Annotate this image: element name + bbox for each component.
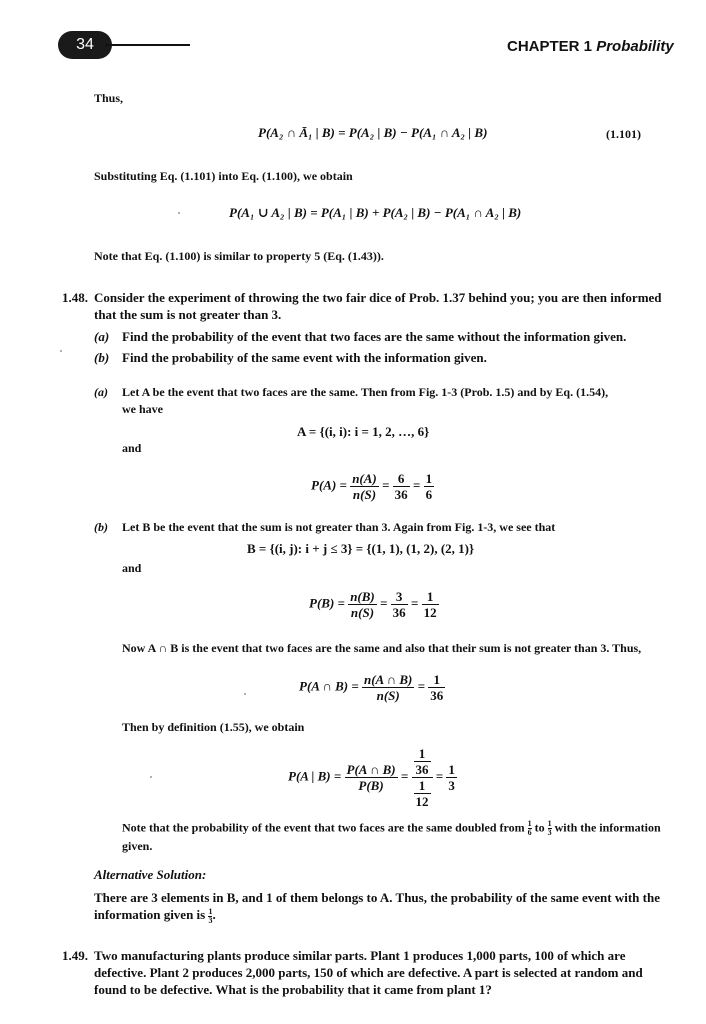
conditional-probability-equation (288, 746, 457, 809)
pb-equals-1: = (380, 595, 388, 611)
cond-bottom-denominator: 12 (415, 794, 429, 809)
cond-result-numerator: 1 (448, 762, 455, 777)
chapter-label: CHAPTER 1 (507, 38, 593, 55)
cond-result-denominator: 3 (448, 778, 455, 793)
cond-compound-fraction (412, 746, 433, 809)
cond-top-denominator: 36 (415, 762, 429, 777)
cond-top-numerator: 1 (414, 746, 431, 762)
solution-b-line1: Let B be the event that the sum is not greater than 3. Again from Fig. 1-3, we see that (122, 520, 556, 534)
solution-a-line2: we have (122, 402, 163, 416)
note-text: Note that Eq. (1.100) is similar to property 5 (Eq. (1.43)). (94, 249, 384, 263)
cond-compound-top (412, 746, 433, 778)
pb-denominator: n(S) (350, 605, 375, 620)
alternative-f-numerator: 1 (208, 906, 213, 916)
problem-149-number: 1.49. (62, 948, 88, 963)
pb-v1-denominator: 36 (392, 605, 406, 620)
cond-result-fraction (446, 762, 457, 793)
problem-148-line2: that the sum is not greater than 3. (94, 307, 282, 322)
page-number-badge (58, 31, 112, 59)
set-b-definition: B = {(i, j): i + j ≤ 3} = {(1, 1), (1, 2), (2, 1)} (247, 541, 475, 556)
pa-numerator: n(A) (352, 471, 377, 486)
pa-lhs: P(A) = (311, 477, 347, 493)
problem-148-part-b-label: (b) (94, 350, 110, 365)
pa-denominator: n(S) (352, 487, 377, 502)
intersection-text: Now A ∩ B is the event that two faces are the same and also that their sum is not greater than 3. Thus, (122, 641, 642, 655)
cond-fraction (345, 762, 398, 793)
solution-a-and: and (122, 441, 142, 455)
solution-b-and: and (122, 561, 142, 575)
note-to: to (534, 820, 545, 835)
alternative-heading: Alternative Solution: (94, 867, 207, 882)
pa-v2-numerator: 1 (425, 471, 433, 486)
alternative-f-denominator: 3 (208, 915, 213, 925)
problem-148-number: 1.48. (62, 290, 88, 305)
cond-numerator: P(A ∩ B) (346, 762, 396, 777)
pab-numerator: n(A ∩ B) (363, 672, 413, 687)
problem-149-line1: Two manufacturing plants produce similar parts. Plant 1 produces 1,000 parts, 100 of which are (94, 948, 626, 963)
pab-fraction (362, 672, 414, 703)
note-post: with the information (554, 820, 661, 835)
thus-text: Thus, (94, 91, 124, 105)
pab-v-numerator: 1 (428, 672, 445, 688)
pab-value-fraction (428, 672, 445, 703)
alternative-line2-post: . (212, 907, 216, 922)
equation-union: P(A₁ ∪ A₂ | B) = P(A₁ | B) + P(A₂ | B) − P(A₁ ∩ A₂ | B) (229, 205, 522, 220)
header-rule (105, 44, 190, 46)
note-fraction-2 (548, 820, 552, 837)
cond-equals-1: = (400, 768, 409, 784)
chapter-header (507, 38, 674, 55)
pab-equals: = (417, 678, 426, 694)
problem-148-part-b: Find the probability of the same event with the information given. (122, 350, 487, 365)
cond-bottom-numerator: 1 (414, 778, 431, 794)
probability-ab-equation (299, 672, 445, 703)
problem-148-part-a-label: (a) (94, 329, 110, 344)
solution-a-label: (a) (94, 385, 108, 399)
pa-value-fraction-2 (424, 471, 435, 502)
solution-b-label: (b) (94, 520, 108, 534)
note-f1-numerator: 1 (527, 819, 532, 828)
page-number: 34 (76, 36, 94, 53)
pa-fraction (350, 471, 379, 502)
cond-bottom-fraction (414, 778, 431, 809)
pa-v1-numerator: 6 (393, 471, 410, 487)
definition-text: Then by definition (1.55), we obtain (122, 720, 305, 734)
probability-b-equation (309, 589, 439, 620)
pab-lhs: P(A ∩ B) = (299, 678, 359, 694)
scan-speck (60, 350, 62, 352)
scan-speck (178, 212, 180, 214)
cond-equals-2: = (435, 768, 444, 784)
pb-fraction (348, 589, 377, 620)
pa-v2-denominator: 6 (425, 487, 433, 502)
pb-numerator: n(B) (350, 589, 375, 604)
pa-v1-denominator: 36 (394, 487, 408, 502)
note-fraction-1 (528, 820, 532, 837)
solution-a-line1: Let A be the event that two faces are the same. Then from Fig. 1-3 (Prob. 1.5) and by Eq. (1.54), (122, 385, 609, 399)
problem-148-line1: Consider the experiment of throwing the two fair dice of Prob. 1.37 behind you; you are then informed (94, 290, 662, 305)
pb-value-fraction-1 (391, 589, 408, 620)
cond-top-fraction (414, 746, 431, 777)
problem-149-line2: defective. Plant 2 produces 2,000 parts, 150 of which are defective. A part is selected at random and (94, 965, 643, 980)
note-pre: Note that the probability of the event that two faces are the same doubled from (122, 820, 525, 835)
alternative-line2-pre: information given is (94, 907, 206, 922)
chapter-title: Probability (596, 38, 674, 55)
pb-equals-2: = (410, 595, 419, 611)
doubled-note-line1 (122, 820, 661, 837)
cond-lhs: P(A | B) = (288, 768, 342, 784)
note-f2-numerator: 1 (547, 819, 552, 828)
pb-v1-numerator: 3 (391, 589, 408, 605)
doubled-note-line2: given. (122, 839, 153, 853)
pa-equals-2: = (412, 477, 421, 493)
pb-v2-numerator: 1 (422, 589, 439, 605)
scan-speck (244, 693, 246, 695)
cond-denominator: P(B) (358, 778, 384, 793)
note-f1-denominator: 6 (527, 828, 532, 837)
cond-compound-bottom (412, 778, 433, 809)
problem-149-line3: found to be defective. What is the probability that it came from plant 1? (94, 982, 492, 997)
pb-value-fraction-2 (422, 589, 439, 620)
equation-1-101: P(A₂ ∩ Ā₁ | B) = P(A₂ | B) − P(A₁ ∩ A₂ | B) (258, 125, 488, 140)
pa-value-fraction-1 (393, 471, 410, 502)
substituting-text: Substituting Eq. (1.101) into Eq. (1.100), we obtain (94, 169, 353, 183)
note-f2-denominator: 3 (547, 828, 552, 837)
pab-denominator: n(S) (376, 688, 400, 703)
equation-number-1-101: (1.101) (606, 127, 641, 141)
problem-148-part-a: Find the probability of the event that two faces are the same without the information given. (122, 329, 627, 344)
alternative-line2 (94, 907, 216, 925)
alternative-line1: There are 3 elements in B, and 1 of them belongs to A. Thus, the probability of the same event with the (94, 890, 660, 905)
pb-v2-denominator: 12 (423, 605, 437, 620)
set-a-definition: A = {(i, i): i = 1, 2, …, 6} (297, 424, 430, 439)
pa-equals-1: = (382, 477, 390, 493)
pab-v-denominator: 36 (430, 688, 444, 703)
scan-speck (150, 776, 152, 778)
pb-lhs: P(B) = (309, 595, 345, 611)
probability-a-equation (311, 471, 434, 502)
